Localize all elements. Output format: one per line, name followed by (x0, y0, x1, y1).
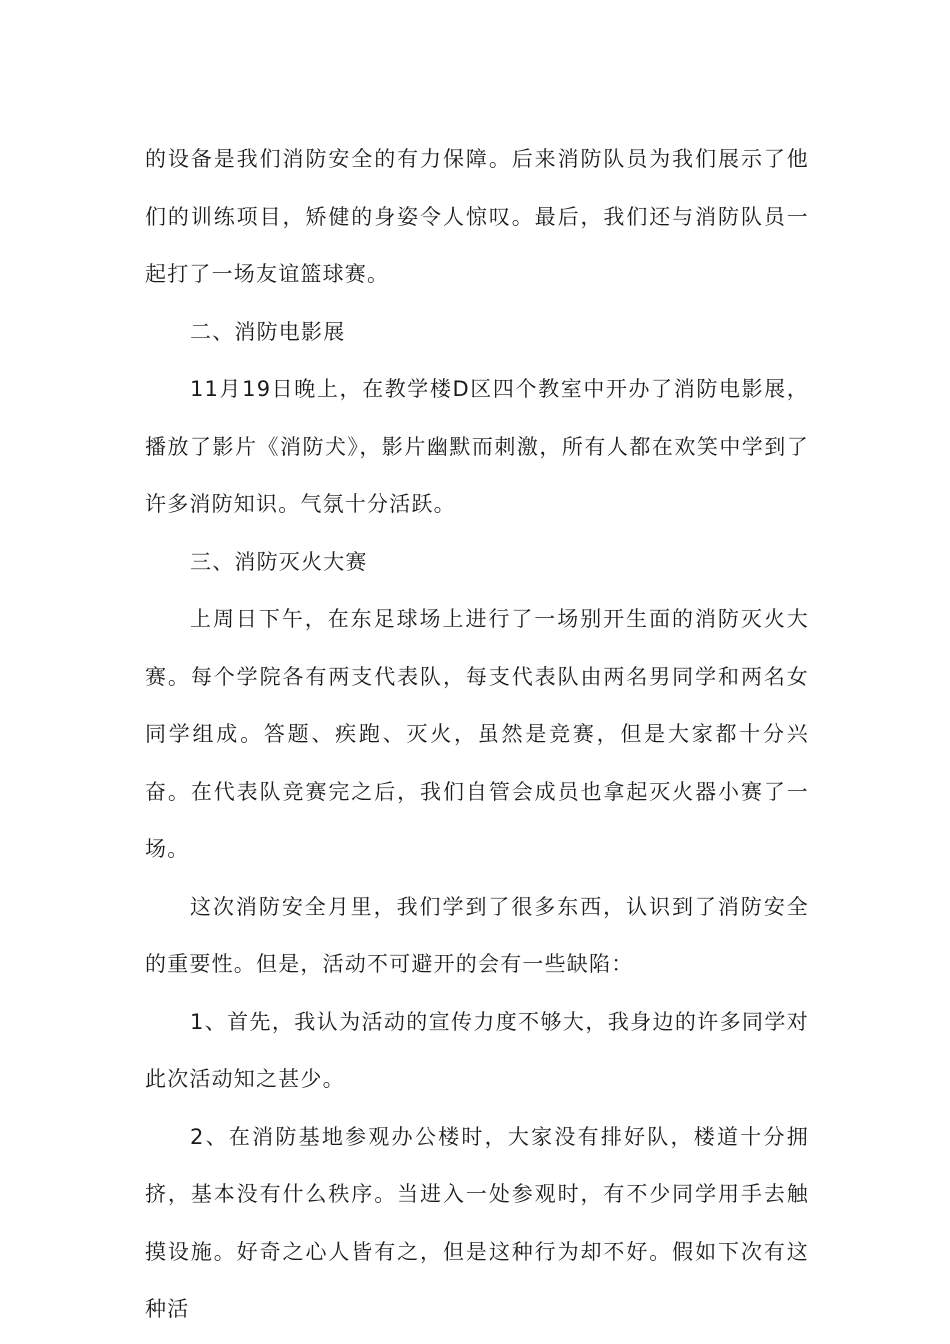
paragraph-firefighting-contest: 上周日下午，在东足球场上进行了一场别开生面的消防灭火大赛。每个学院各有两支代表队，每支代表队由两名男同学和两名女同学组成。答题、疾跑、灭火，虽然是竞赛，但是大家都十分兴奋。在代表队竞赛完之后，我们自管会成员也拿起灭火器小赛了一场。 (145, 607, 809, 861)
paragraph-equipment-continued: 的设备是我们消防安全的有力保障。后来消防队员为我们展示了他们的训练项目，矫健的身姿令人惊叹。最后，我们还与消防队员一起打了一场友谊篮球赛。 (145, 147, 809, 286)
paragraph-shortcoming-2: 2、在消防基地参观办公楼时，大家没有排好队，楼道十分拥挤，基本没有什么秩序。当进入一处参观时，有不少同学用手去触摸设施。好奇之心人皆有之，但是这种行为却不好。假如下次有这种活 (145, 1124, 809, 1321)
heading-firefighting-contest: 三、消防灭火大赛 (190, 549, 368, 574)
paragraph-film-exhibition: 11月19日晚上，在教学楼D区四个教室中开办了消防电影展，播放了影片《消防犬》，影片幽默而刺激，所有人都在欢笑中学到了许多消防知识。气氛十分活跃。 (145, 377, 809, 516)
heading-fire-film-exhibition: 二、消防电影展 (190, 319, 346, 344)
paragraph-summary: 这次消防安全月里，我们学到了很多东西，认识到了消防安全的重要性。但是，活动不可避开的会有一些缺陷： (145, 894, 809, 976)
document-body (145, 131, 809, 1339)
paragraph-shortcoming-1: 1、首先，我认为活动的宣传力度不够大，我身边的许多同学对此次活动知之甚少。 (145, 1009, 809, 1091)
